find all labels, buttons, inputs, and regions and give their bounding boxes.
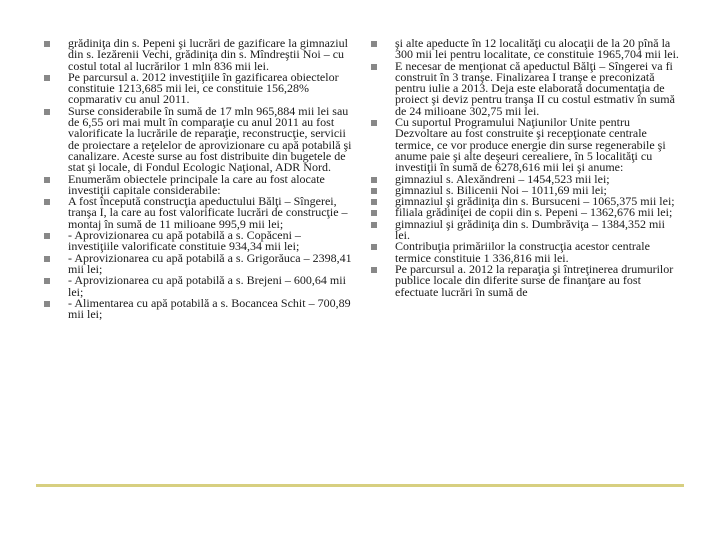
list-item — [371, 261, 681, 299]
list-item-text: - Aprovizionarea cu apă potabilă a s. Grigorăuca – 2398,41 mii lei; — [68, 250, 352, 276]
right-bullet-list — [371, 38, 681, 298]
right-column — [371, 38, 681, 298]
square-bullet-icon — [371, 188, 377, 194]
list-item-text: Contribuţia primăriilor la construcţia acestor centrale termice constituie 1 336,816 mii lei. — [395, 239, 650, 265]
square-bullet-icon — [44, 199, 50, 205]
square-bullet-icon — [44, 75, 50, 81]
list-item — [44, 230, 352, 253]
square-bullet-icon — [371, 177, 377, 183]
list-item-text: gimnaziul s. Alexăndreni – 1454,523 mii lei; — [395, 171, 610, 186]
footer-divider — [36, 484, 684, 487]
list-item-text: Pe parcursul a. 2012 investiţiile în gazificarea obiectelor constituie 1213,685 mii lei, ce constituie 156,28% copmarativ cu anul 2011. — [68, 69, 339, 107]
square-bullet-icon — [371, 120, 377, 126]
square-bullet-icon — [44, 256, 50, 262]
square-bullet-icon — [44, 278, 50, 284]
list-item — [44, 295, 352, 322]
square-bullet-icon — [44, 109, 50, 115]
left-column — [44, 38, 352, 320]
square-bullet-icon — [371, 222, 377, 228]
list-item-text: grădiniţa din s. Pepeni şi lucrări de gazificare la gimnaziul din s. Iezărenii Vechi, grădiniţa din s. Mîndreştii Noi – cu costul total al lucrărilor 1 mln 836 mii lei. — [68, 36, 348, 73]
square-bullet-icon — [44, 233, 50, 239]
list-item-text: şi alte apeducte în 12 localităţi cu alocaţii de la 20 pînă la 300 mii lei pentru localitate, ce constituie 1965,704 mii lei. — [395, 36, 679, 62]
square-bullet-icon — [44, 41, 50, 47]
list-item — [44, 196, 352, 230]
list-item-text: - Alimentarea cu apă potabilă a s. Bocancea Schit – 700,89 mii lei; — [68, 295, 351, 322]
list-item — [44, 250, 352, 276]
list-item — [371, 38, 681, 61]
list-item-text: gimnaziul şi grădiniţa din s. Dumbrăviţa – 1384,352 mii lei. — [395, 216, 665, 243]
list-item — [371, 241, 681, 264]
list-item-text: filiala grădiniţei de copii din s. Pepeni – 1362,676 mii lei; — [395, 205, 673, 220]
square-bullet-icon — [371, 244, 377, 250]
list-item-text: Surse considerabile în sumă de 17 mln 965,884 mii lei sau de 6,55 ori mai mult în comparaţie cu anul 2011 au fost valorificate la lucrările de reparaţie, reconstrucţie, servicii de proiectare a reţelelor de aprovizionare cu apă potabilă şi canalizare. Aceste surse au fost distribuite din bugetele de stat şi locale, di Fondul Ecologic Naţional, ADR Nord. — [68, 103, 352, 175]
list-item-text: Enumerăm obiectele principale la care au fost alocate investiţii capitale considerabile: — [68, 171, 325, 197]
list-item-text: Cu suportul Programului Naţiunilor Unite pentru Dezvoltare au fost construite şi recepţionate centrale termice, ce vor produce energie din surse regenerabile şi anume paie şi alte deşeuri cerealiere, în 5 localităţi cu investiţii în sumă de 6278,616 mii lei şi anume: — [395, 115, 666, 175]
list-item-text: - Aprovizionarea cu apă potabilă a s. Brejeni – 600,64 mii lei; — [68, 273, 346, 299]
list-item — [44, 103, 352, 175]
list-item — [44, 171, 352, 197]
list-item-text: A fost începută construcţia apeductului Bălţi – Sîngerei, tranşa I, la care au fost valorificate lucrări de construcţie – montaj în sumă de 11 milioane 995,9 mii lei; — [68, 194, 348, 231]
left-bullet-list — [44, 38, 352, 320]
list-item-text: E necesar de menţionat că apeductul Bălţi – Sîngerei va fi construit în 3 tranşe. Finalizarea I tranşe e preconizată pentru iulie a 2013. Deja este elaborată documentaţia de proiect şi deviz pentru tranşa II cu costul estmativ în sumă de 24 milioane 302,75 mii lei. — [395, 58, 675, 118]
list-item-text: Pe parcursul a. 2012 la reparaţia şi întreţinerea drumurilor publice locale din diferite surse de finanţare au fost efectuate lucrări în sumă de — [395, 261, 674, 299]
square-bullet-icon — [371, 210, 377, 216]
square-bullet-icon — [371, 199, 377, 205]
list-item — [371, 216, 681, 243]
list-item-text: gimnaziul s. Bilicenii Noi – 1011,69 mii lei; — [395, 182, 607, 197]
square-bullet-icon — [371, 267, 377, 273]
list-item — [44, 275, 352, 298]
list-item-text: - Aprovizionarea cu apă potabilă a s. Copăceni – investiţiile valorificate constituie 934,34 mii lei; — [68, 228, 301, 254]
list-item — [371, 58, 681, 118]
square-bullet-icon — [44, 177, 50, 183]
square-bullet-icon — [371, 64, 377, 70]
list-item — [371, 117, 681, 173]
square-bullet-icon — [371, 41, 377, 47]
list-item — [44, 69, 352, 107]
list-item — [44, 38, 352, 72]
list-item-text: gimnaziul şi grădiniţa din s. Bursuceni – 1065,375 mii lei; — [395, 194, 675, 209]
square-bullet-icon — [44, 301, 50, 307]
